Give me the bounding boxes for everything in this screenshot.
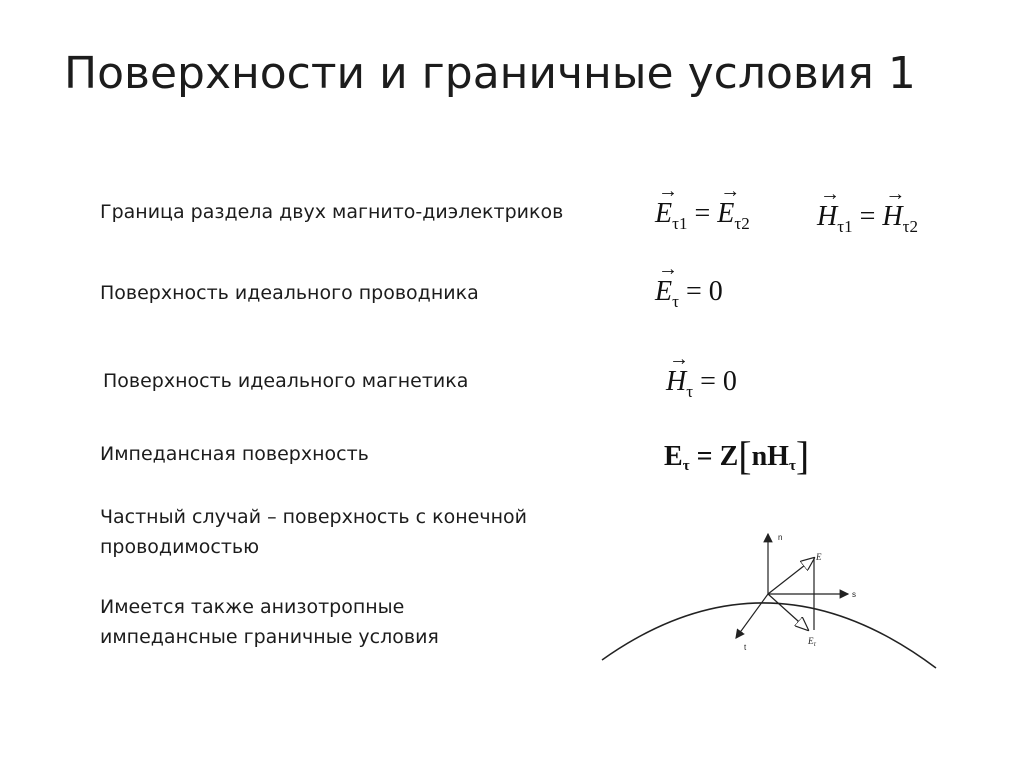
boundary-label: Граница раздела двух магнито-диэлектриков bbox=[100, 201, 564, 223]
e-vector bbox=[768, 558, 814, 594]
right-bracket: ] bbox=[795, 433, 810, 478]
e-tau-vector bbox=[768, 594, 808, 630]
h-symbol: → H bbox=[817, 201, 837, 233]
h-symbol: → H bbox=[666, 366, 686, 398]
conductor-label: Поверхность идеального проводника bbox=[100, 282, 479, 304]
nh-symbol: nH bbox=[751, 441, 789, 472]
special-case-label: Частный случай – поверхность с конечной проводимостью bbox=[100, 506, 527, 558]
s-label: s bbox=[852, 590, 856, 599]
e-symbol: → E bbox=[717, 198, 734, 230]
n-label: n bbox=[778, 533, 783, 542]
equals-sign: = bbox=[685, 276, 702, 307]
surface-arc bbox=[602, 603, 936, 668]
e-symbol: → E bbox=[655, 276, 672, 308]
tau1-subscript: τ1 bbox=[672, 214, 688, 233]
equals-sign: = bbox=[696, 441, 713, 472]
left-bracket: [ bbox=[738, 433, 752, 478]
zero-value: 0 bbox=[708, 276, 723, 307]
tau2-subscript: τ2 bbox=[734, 214, 750, 233]
e-tau-label: $E_\tau$ bbox=[808, 636, 817, 648]
tau-subscript: τ bbox=[686, 382, 694, 401]
anisotropic-label: Имеется также анизотропные импедансные граничные условия bbox=[100, 596, 439, 648]
tau-subscript: τ bbox=[788, 458, 796, 474]
zero-value: 0 bbox=[722, 366, 737, 397]
e-label: E bbox=[816, 552, 822, 562]
magnetic-label: Поверхность идеального магнетика bbox=[103, 370, 469, 392]
equals-sign: = bbox=[859, 201, 876, 232]
e-symbol: E bbox=[664, 441, 683, 472]
tau1-subscript: τ1 bbox=[837, 217, 853, 236]
z-symbol: Z bbox=[719, 441, 739, 472]
impedance-condition-formula bbox=[664, 432, 809, 479]
e-symbol: → E bbox=[655, 198, 672, 230]
equals-sign: = bbox=[694, 198, 711, 229]
tau-subscript: τ bbox=[682, 458, 690, 474]
e-tangential-continuity-formula bbox=[655, 198, 750, 234]
tau-subscript: τ bbox=[672, 292, 679, 311]
h-tangential-continuity-formula bbox=[817, 201, 918, 237]
surface-vector-diagram bbox=[596, 522, 946, 672]
h-tangential-zero-formula bbox=[666, 366, 737, 402]
e-tangential-zero-formula bbox=[655, 276, 723, 312]
equals-sign: = bbox=[700, 366, 716, 397]
slide-title: Поверхности и граничные условия 1 bbox=[64, 48, 916, 99]
h-symbol: → H bbox=[882, 201, 902, 233]
tau2-subscript: τ2 bbox=[902, 217, 918, 236]
impedance-label: Импедансная поверхность bbox=[100, 443, 369, 465]
t-label: t bbox=[744, 643, 747, 652]
t-vector bbox=[736, 594, 768, 638]
